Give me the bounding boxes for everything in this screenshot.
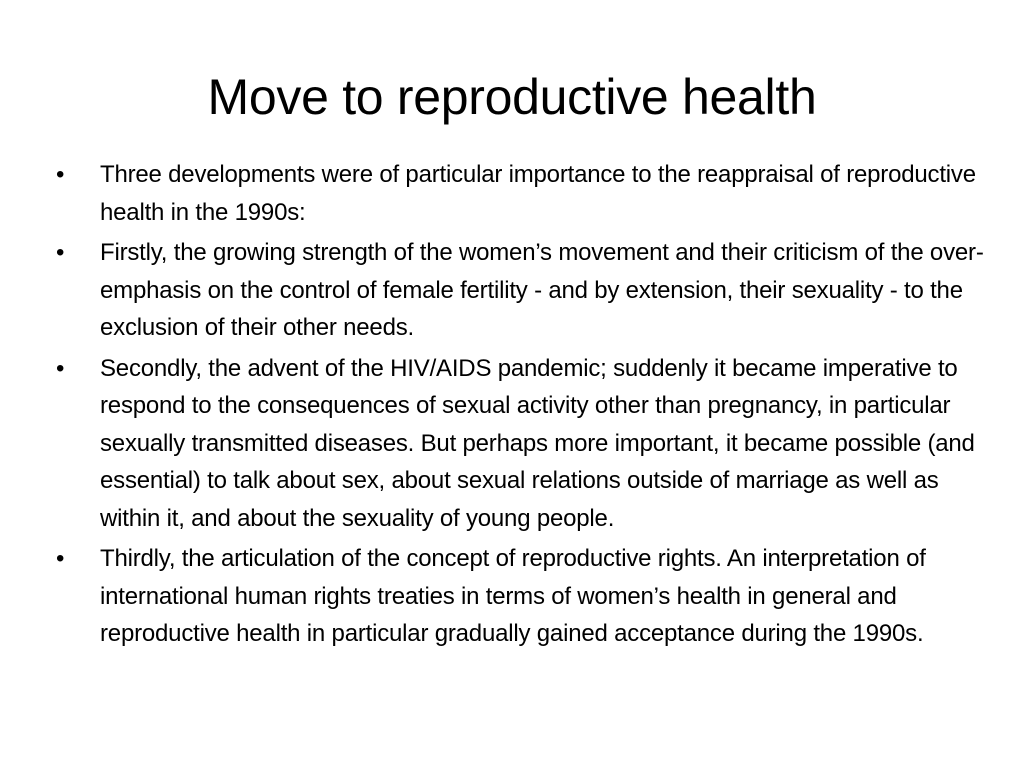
bullet-text: Firstly, the growing strength of the women’s movement and their criticism of the over-emphasis on the control of female fertility - and by extension, their sexuality - to the exclusion of their other needs. bbox=[100, 239, 984, 341]
bullet-item bbox=[56, 234, 986, 347]
bullet-text: Three developments were of particular importance to the reappraisal of reproductive health in the 1990s: bbox=[100, 161, 976, 226]
bullet-dot-icon: • bbox=[56, 354, 65, 382]
bullet-item bbox=[56, 350, 986, 538]
bullet-dot-icon: • bbox=[56, 161, 65, 188]
bullet-dot-icon: • bbox=[56, 239, 65, 266]
bullet-item bbox=[56, 156, 986, 231]
bullet-text: Secondly, the advent of the HIV/AIDS pandemic; suddenly it became imperative to respond to the consequences of sexual activity other than pregnancy, in particular sexually transmitted diseases. But perhaps more important, it became possible (and essential) to talk about sex, about sexual relations outside of marriage as well as within it, and about the sexuality of young people. bbox=[100, 354, 975, 532]
bullet-dot-icon: • bbox=[56, 545, 65, 572]
bullet-text: Thirdly, the articulation of the concept of reproductive rights. An interpretation of international human rights treaties in terms of women’s health in general and reproductive health in particular gradually gained acceptance during the 1990s. bbox=[100, 545, 926, 647]
bullet-item bbox=[56, 540, 986, 653]
slide-title: Move to reproductive health bbox=[207, 69, 817, 125]
bullet-list bbox=[56, 156, 986, 656]
